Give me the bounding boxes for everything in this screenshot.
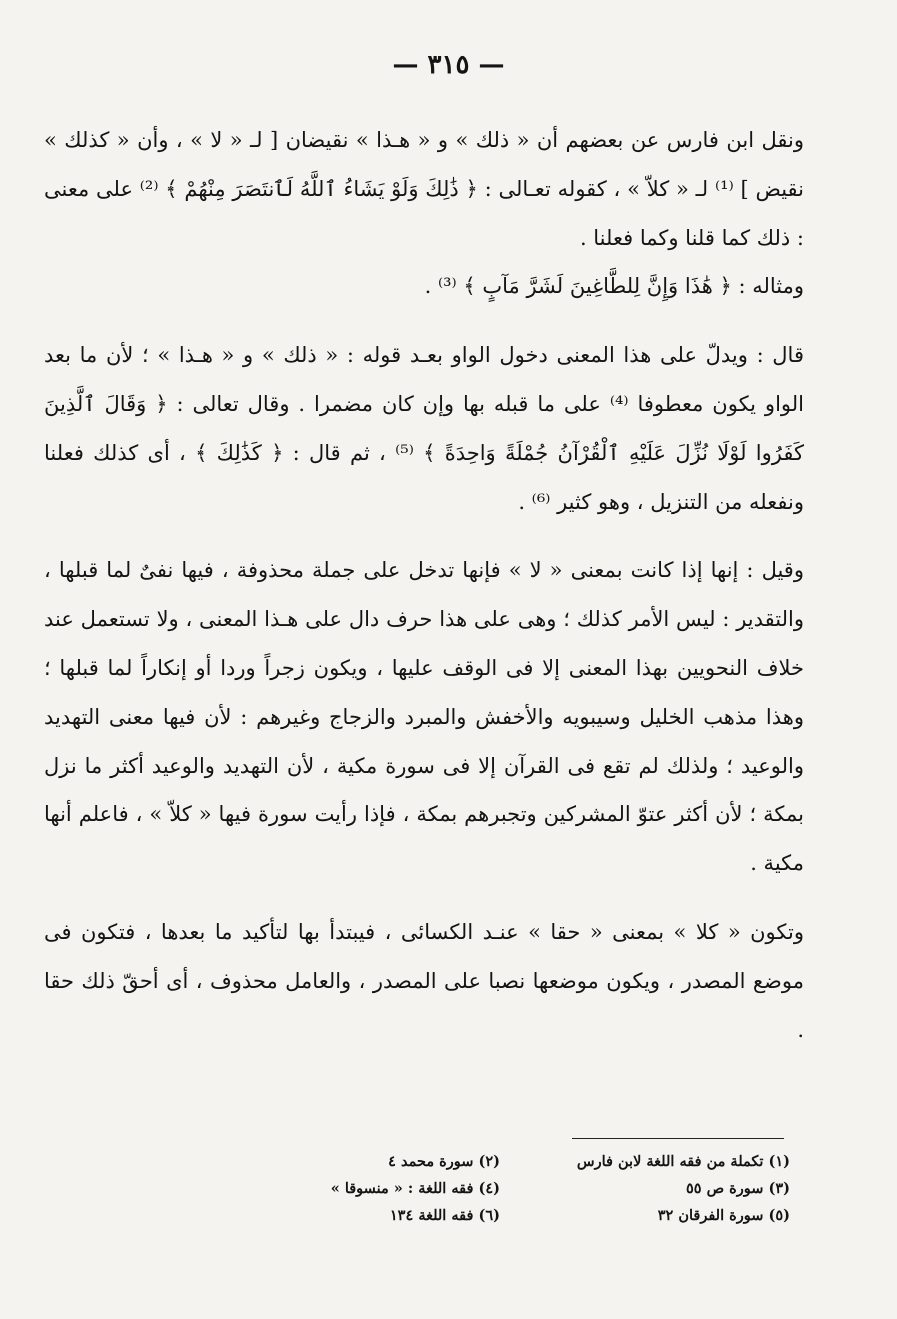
footnotes-right-column [530, 1148, 790, 1229]
paragraph: ونقل ابن فارس عن بعضهم أن « ذلك » و « هـذا » نقيضان [ لـ « لا » ، وأن « كذلك » نقيض ] ⁽¹⁾ لـ « كلاّ » ، كقوله تعـالى : ﴿ ذَٰلِكَ وَلَوْ يَشَاءُ ٱللَّهُ لَٱنتَصَرَ مِنْهُمْ ﴾ ⁽²⁾ على معنى : ذلك كما قلنا وكما فعلنا . [44, 128, 804, 250]
footnote: (١) تكملة من فقه اللغة لابن فارس [576, 1153, 790, 1170]
footnote: (٣) سورة ص ٥٥ [685, 1180, 790, 1197]
paragraph: قال : ويدلّ على هذا المعنى دخول الواو بعـد قوله : « ذلك » و « هـذا » ؛ لأن ما بعد الواو يكون معطوفا ⁽⁴⁾ على ما قبله بها وإن كان مضمرا . وقال تعالى : ﴿ وَقَالَ ٱلَّذِينَ كَفَرُوا لَوْلَا نُزِّلَ عَلَيْهِ ٱلْقُرْآنُ جُمْلَةً وَاحِدَةً ﴾ ⁽⁵⁾ ، ثم قال : ﴿ كَذَٰلِكَ ﴾ ، أى كذلك فعلنا ونفعله من التنزيل ، وهو كثير ⁽⁶⁾ . [44, 343, 804, 514]
footnote: (٥) سورة الفرقان ٣٢ [657, 1207, 790, 1224]
paragraph: وقيل : إنها إذا كانت بمعنى « لا » فإنها تدخل على جملة محذوفة ، فيها نفىٌ لما قبلها ، والتقدير : ليس الأمر كذلك ؛ وهى على هذا حرف دال على هـذا المعنى ، ولا تستعمل عند خلاف النحويين بهذا المعنى إلا فى الوقف عليها ، ويكون زجراً وردا أو إنكاراً لما قبلها ؛ وهذا مذهب الخليل وسيبويه والأخفش والمبرد والزجاج وغيرهم : لأن فيها معنى التهديد والوعيد ؛ ولذلك لم تقع فى القرآن إلا فى سورة مكية ، لأن التهديد والوعيد أكثر ما نزل بمكة ؛ لأن أكثر عتوّ المشركين وتجبرهم بمكة ، فإذا رأيت سورة فيها « كلاّ » ، فاعلم أنها مكية . [44, 558, 804, 876]
body-text [44, 116, 804, 1054]
footnote: (٢) سورة محمد ٤ [388, 1153, 500, 1170]
footnote: (٦) فقه اللغة ١٣٤ [389, 1207, 500, 1224]
footnotes-left-column [260, 1148, 500, 1229]
paragraph: وتكون « كلا » بمعنى « حقا » عنـد الكسائى ، فيبتدأ بها لتأكيد ما بعدها ، فتكون فى موضع المصدر ، ويكون موضعها نصبا على المصدر ، والعامل محذوف ، أى أحقّ ذلك حقا . [44, 919, 804, 1042]
page-number: — ٣١٥ — [392, 50, 505, 80]
paragraph: ومثاله : ﴿ هَٰذَا وَإِنَّ لِلطَّاغِينَ لَشَرَّ مَآبٍ ﴾ ⁽³⁾ . [424, 274, 804, 299]
footnote-divider [572, 1138, 784, 1139]
footnote: (٤) فقه اللغة : « منسوقا » [330, 1180, 500, 1197]
